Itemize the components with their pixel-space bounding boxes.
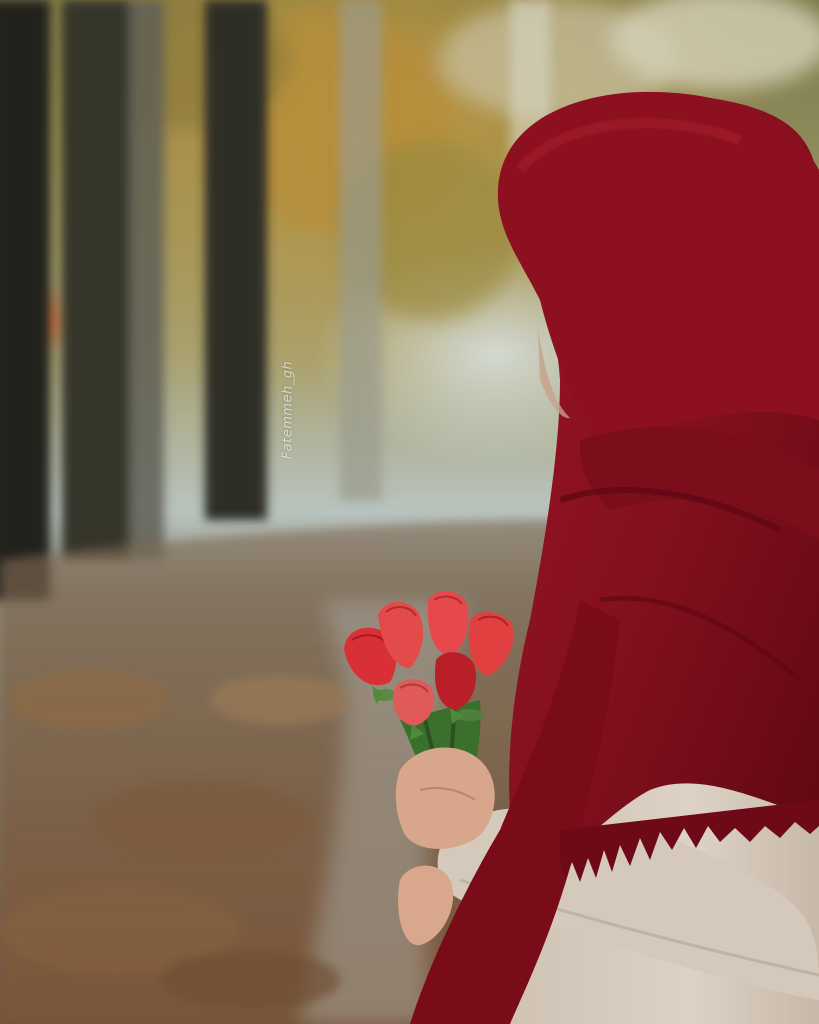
watermark-text: Fatemmeh_gh: [280, 360, 296, 460]
upper-hand: [396, 748, 495, 849]
